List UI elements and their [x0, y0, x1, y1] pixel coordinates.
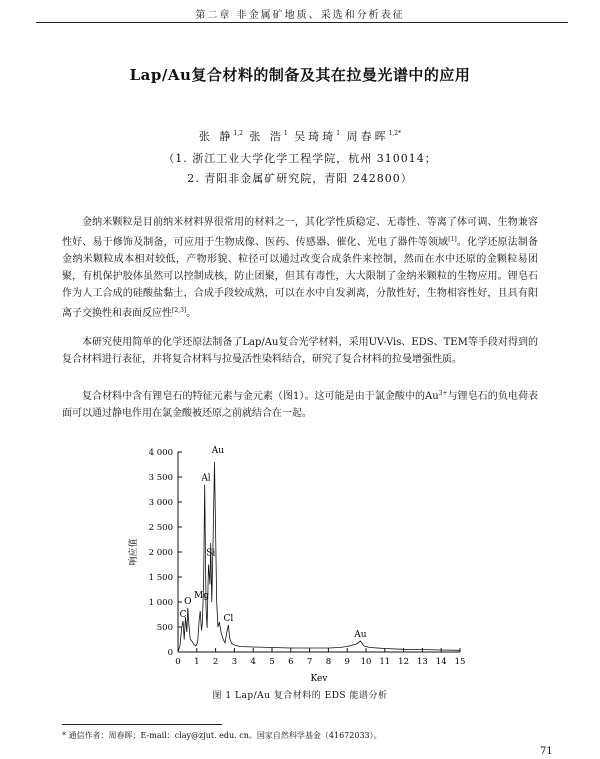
- x-tick-label: 5: [269, 657, 275, 667]
- page-number: 71: [540, 746, 553, 757]
- y-tick-label: 0: [167, 648, 173, 658]
- ion-charge-superscript: 3+: [438, 390, 448, 397]
- paragraph-text: 与锂皂石的负电荷表面可以通过静电作用在氯金酸被还原之前就结合在一起。: [62, 391, 538, 419]
- x-tick-label: 15: [454, 657, 466, 667]
- author-affiliation-mark: 1: [283, 130, 288, 137]
- y-tick-label: 2 000: [148, 548, 173, 558]
- paragraph-text: 。化学还原法制备金纳米颗粒成本相对较低，产物形貌、粒径可以通过改变合成条件来控制，然而在水中还原的金颗粒易团聚，有机保护胶体虽然可以控制成核，防止团聚，但其有毒性，大大限制了金纳米颗粒的生物应用。锂皂石作为人工合成的硅酸盐黏土，合成手段较成熟，可以在水中自发剥离，分散性好，生物相容性好，且具有阳离子交换性和表面反应性: [62, 237, 539, 319]
- y-tick-label: 4 000: [148, 448, 173, 458]
- y-tick-label: 500: [156, 623, 173, 633]
- y-tick-label: 3 000: [148, 498, 173, 508]
- x-tick-label: 3: [231, 657, 238, 667]
- peak-label: Al: [201, 473, 211, 484]
- author-name: 张 静: [198, 130, 234, 143]
- citation-mark: [1]: [448, 236, 457, 243]
- x-tick-label: 13: [416, 657, 428, 667]
- x-tick-label: 6: [288, 657, 294, 667]
- footnote-rule: [62, 724, 222, 725]
- y-axis-label: 响应值: [129, 538, 139, 566]
- peak-label: Cl: [223, 614, 234, 624]
- author-affiliation-mark: 1: [336, 130, 341, 137]
- paragraph-text: 金纳米颗粒是目前纳米材料界很常用的材料之一，其化学性质稳定、无毒性、等离了体可调、生物兼容性好、易于修饰及制备，可应用于生物成像、医药、传感器、催化、光电了器件等领域: [62, 217, 538, 248]
- author-affiliation-mark: 1,2: [233, 130, 243, 137]
- x-tick-label: 8: [325, 657, 332, 667]
- peak-label: Mg: [194, 591, 209, 601]
- author-name: 吴琦琦: [294, 130, 337, 143]
- x-tick-label: 12: [398, 657, 410, 667]
- eds-spectrum-chart: [120, 440, 480, 690]
- x-axis-label: Kev: [310, 674, 328, 684]
- x-tick-label: 1: [194, 657, 200, 667]
- footnote: * 通信作者：周春晖；E-mail：clay@zjut. edu. cn。国家自然科学基金（41672033）。: [62, 731, 382, 740]
- paragraph-text: 复合材料中含有锂皂石的特征元素与金元素（图1）。这可能是由于氯金酸中的Au: [82, 391, 439, 402]
- running-head: 第二章 非金属矿地质、采选和分析表征: [195, 10, 405, 21]
- author-affiliation-mark: 1,2*: [388, 130, 402, 137]
- author-name: 张 浩: [249, 130, 284, 143]
- y-tick-label: 1 500: [148, 573, 173, 583]
- x-tick-label: 11: [379, 657, 391, 667]
- paragraph-text: 。: [186, 308, 197, 319]
- peak-label: Au: [211, 446, 225, 456]
- affiliation-line: （1. 浙江工业大学化学工程学院，杭州 310014；: [163, 152, 437, 165]
- figure-caption: 图 1 Lap/Au 复合材料的 EDS 能谱分析: [212, 691, 388, 701]
- author-list: [0, 128, 600, 144]
- citation-mark: [2,3]: [172, 307, 187, 314]
- peak-label: C: [179, 610, 187, 620]
- paper-title: Lap/Au复合材料的制备及其在拉曼光谱中的应用: [129, 66, 471, 84]
- body-paragraph: [62, 334, 538, 368]
- x-tick-label: 14: [435, 657, 447, 667]
- x-tick-label: 9: [344, 657, 350, 667]
- peak-label: O: [184, 597, 192, 607]
- paragraph-text: 本研究使用简单的化学还原法制备了Lap/Au复合光学材料，采用UV-Vis、EDS、TEM等手段对得到的复合材料进行表征，并将复合材料与拉曼活性染料结合，研究了复合材料的拉曼增强性质。: [62, 337, 538, 365]
- body-paragraph: [62, 214, 538, 322]
- peak-label: Si: [206, 548, 216, 559]
- peak-label: Au: [354, 630, 367, 640]
- x-tick-label: 2: [212, 657, 219, 667]
- y-tick-label: 2 500: [148, 523, 173, 533]
- x-tick-label: 4: [250, 657, 256, 667]
- y-tick-label: 3 500: [148, 473, 173, 483]
- y-tick-label: 1 000: [148, 598, 173, 608]
- author-name: 周春晖: [346, 130, 389, 143]
- header-rule: [36, 22, 568, 23]
- body-paragraph: [62, 385, 538, 422]
- x-tick-label: 7: [306, 657, 313, 667]
- affiliation-line: 2. 青阳非金属矿研究院，青阳 242800）: [187, 172, 413, 185]
- x-tick-label: 10: [360, 657, 372, 667]
- spectrum-line: [178, 462, 460, 652]
- x-tick-label: 0: [175, 657, 181, 667]
